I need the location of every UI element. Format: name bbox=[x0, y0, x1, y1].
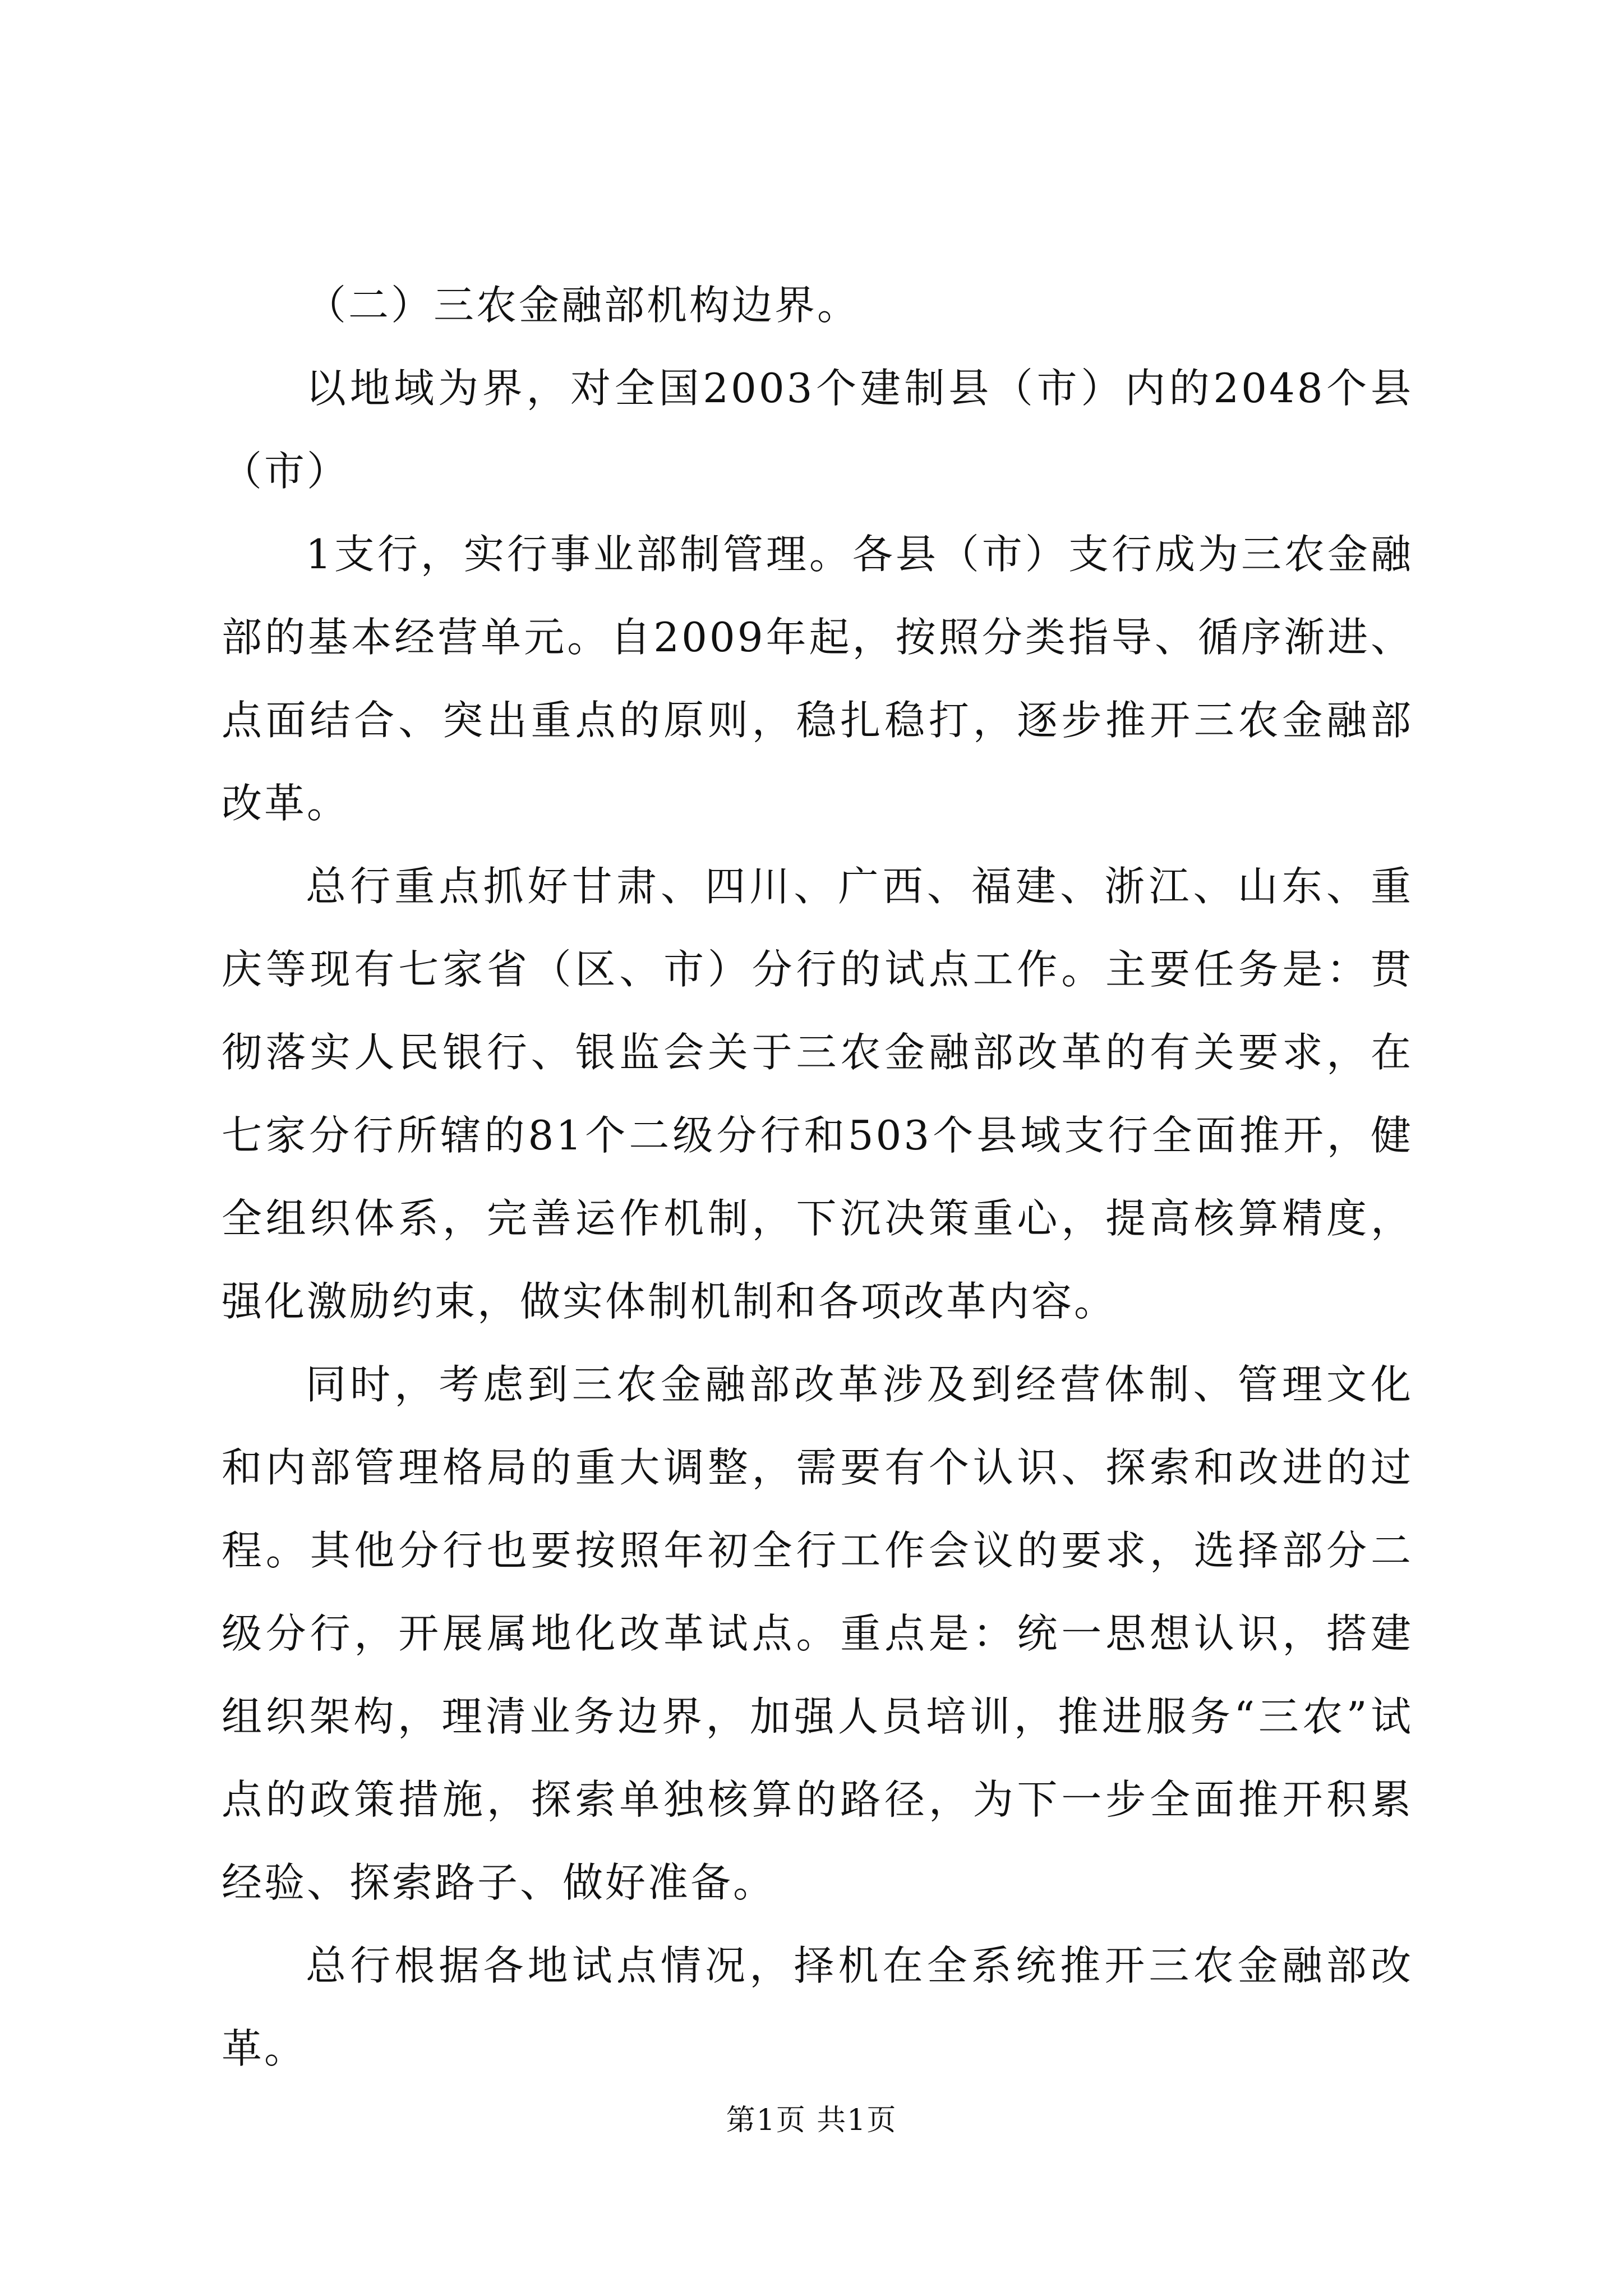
body-paragraph: 同时，考虑到三农金融部改革涉及到经营体制、管理文化和内部管理格局的重大调整，需要有个认识、探索和改进的过程。其他分行也要按照年初全行工作会议的要求，选择部分二级分行，开展属地化改革试点。重点是：统一思想认识，搭建组织架构，理清业务边界，加强人员培训，推进服务“三农”试点的政策措施，探索单独核算的路径，为下一步全面推开积累经验、探索路子、做好准备。 bbox=[222, 1361, 1413, 1906]
body-paragraph: 以地域为界，对全国2003个建制县（市）内的2048个县（市） bbox=[222, 365, 1413, 495]
document-body bbox=[222, 264, 1413, 2090]
body-paragraph: 1支行，实行事业部制管理。各县（市）支行成为三农金融部的基本经营单元。自2009年起，按照分类指导、循序渐进、点面结合、突出重点的原则，稳扎稳打，逐步推开三农金融部改革。 bbox=[222, 531, 1413, 827]
page-number-footer: 第1页 共1页 bbox=[726, 2104, 897, 2137]
body-paragraph: 总行根据各地试点情况，择机在全系统推开三农金融部改革。 bbox=[222, 1942, 1413, 2072]
body-paragraph: 总行重点抓好甘肃、四川、广西、福建、浙江、山东、重庆等现有七家省（区、市）分行的试点工作。主要任务是：贯彻落实人民银行、银监会关于三农金融部改革的有关要求，在七家分行所辖的81个二级分行和503个县域支行全面推开，健全组织体系，完善运作机制，下沉决策重心，提高核算精度，强化激励约束，做实体制机制和各项改革内容。 bbox=[222, 863, 1413, 1325]
section-heading: （二）三农金融部机构边界。 bbox=[306, 282, 860, 329]
